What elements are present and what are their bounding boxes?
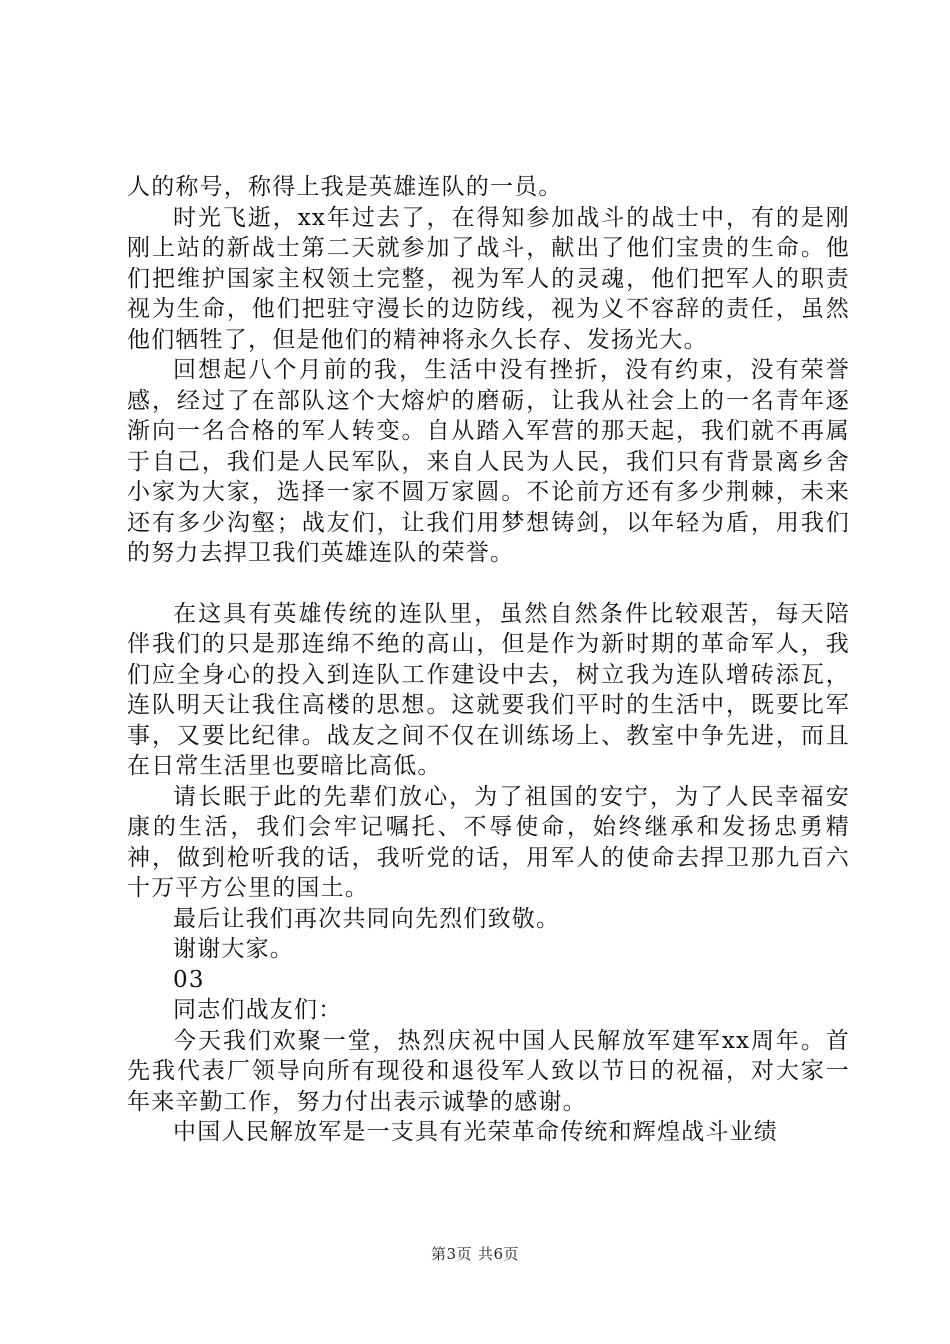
salutation: 同志们战友们： bbox=[173, 997, 343, 1023]
page-footer bbox=[0, 1243, 950, 1264]
paragraph-3: 回想起八个月前的我，生活中没有挫折，没有约束，没有荣誉感，经过了在部队这个大熔炉的磨砺，让我从社会上的一名青年逐渐向一名合格的军人转变。自从踏入军营的那天起，我们就不再属于自己，我们是人民军队，来自人民为人民，我们只有背景离乡舍小家为大家，选择一家不圆万家圆。不论前方还有多少荆棘，未来还有多少沟壑；战友们，让我们用梦想铸剑，以年轻为盾，用我们的努力去捍卫我们英雄连队的荣誉。 bbox=[127, 357, 850, 566]
paragraph-8: 今天我们欢聚一堂，热烈庆祝中国人民解放军建军xx周年。首先我代表厂领导向所有现役和退役军人致以节日的祝福，对大家一年来辛勤工作，努力付出表示诚挚的感谢。 bbox=[127, 1027, 850, 1115]
paragraph-4: 在这具有英雄传统的连队里，虽然自然条件比较艰苦，每天陪伴我们的只是那连绵不绝的高山，但是作为新时期的革命军人，我们应全身心的投入到连队工作建设中去，树立我为连队增砖添瓦，连队明天让我住高楼的思想。这就要我们平时的生活中，既要比军事，又要比纪律。战友之间不仅在训练场上、教室中争先进，而且在日常生活里也要暗比高低。 bbox=[127, 600, 850, 779]
paragraph-9: 中国人民解放军是一支具有光荣革命传统和辉煌战斗业绩 bbox=[173, 1119, 778, 1145]
document-body bbox=[127, 172, 850, 1148]
paragraph-5: 请长眠于此的先辈们放心，为了祖国的安宁，为了人民幸福安康的生活，我们会牢记嘱托、不辱使命，始终继承和发扬忠勇精神，做到枪听我的话，我听党的话，用军人的使命去捍卫那九百六十万平方公里的国土。 bbox=[127, 783, 850, 901]
page-number: 第3页 bbox=[430, 1245, 472, 1263]
page-total: 共6页 bbox=[478, 1245, 520, 1263]
paragraph-1: 人的称号，称得上我是英雄连队的一员。 bbox=[127, 174, 563, 200]
paragraph-2: 时光飞逝，xx年过去了，在得知参加战斗的战士中，有的是刚刚上站的新战士第二天就参加了战斗，献出了他们宝贵的生命。他们把维护国家主权领土完整，视为军人的灵魂，他们把军人的职责视为生命，他们把驻守漫长的边防线，视为义不容辞的责任，虽然他们牺牲了，但是他们的精神将永久长存、发扬光大。 bbox=[127, 204, 850, 353]
paragraph-7: 谢谢大家。 bbox=[173, 936, 294, 962]
section-number: 03 bbox=[173, 966, 205, 993]
paragraph-6: 最后让我们再次共同向先烈们致敬。 bbox=[173, 905, 561, 932]
